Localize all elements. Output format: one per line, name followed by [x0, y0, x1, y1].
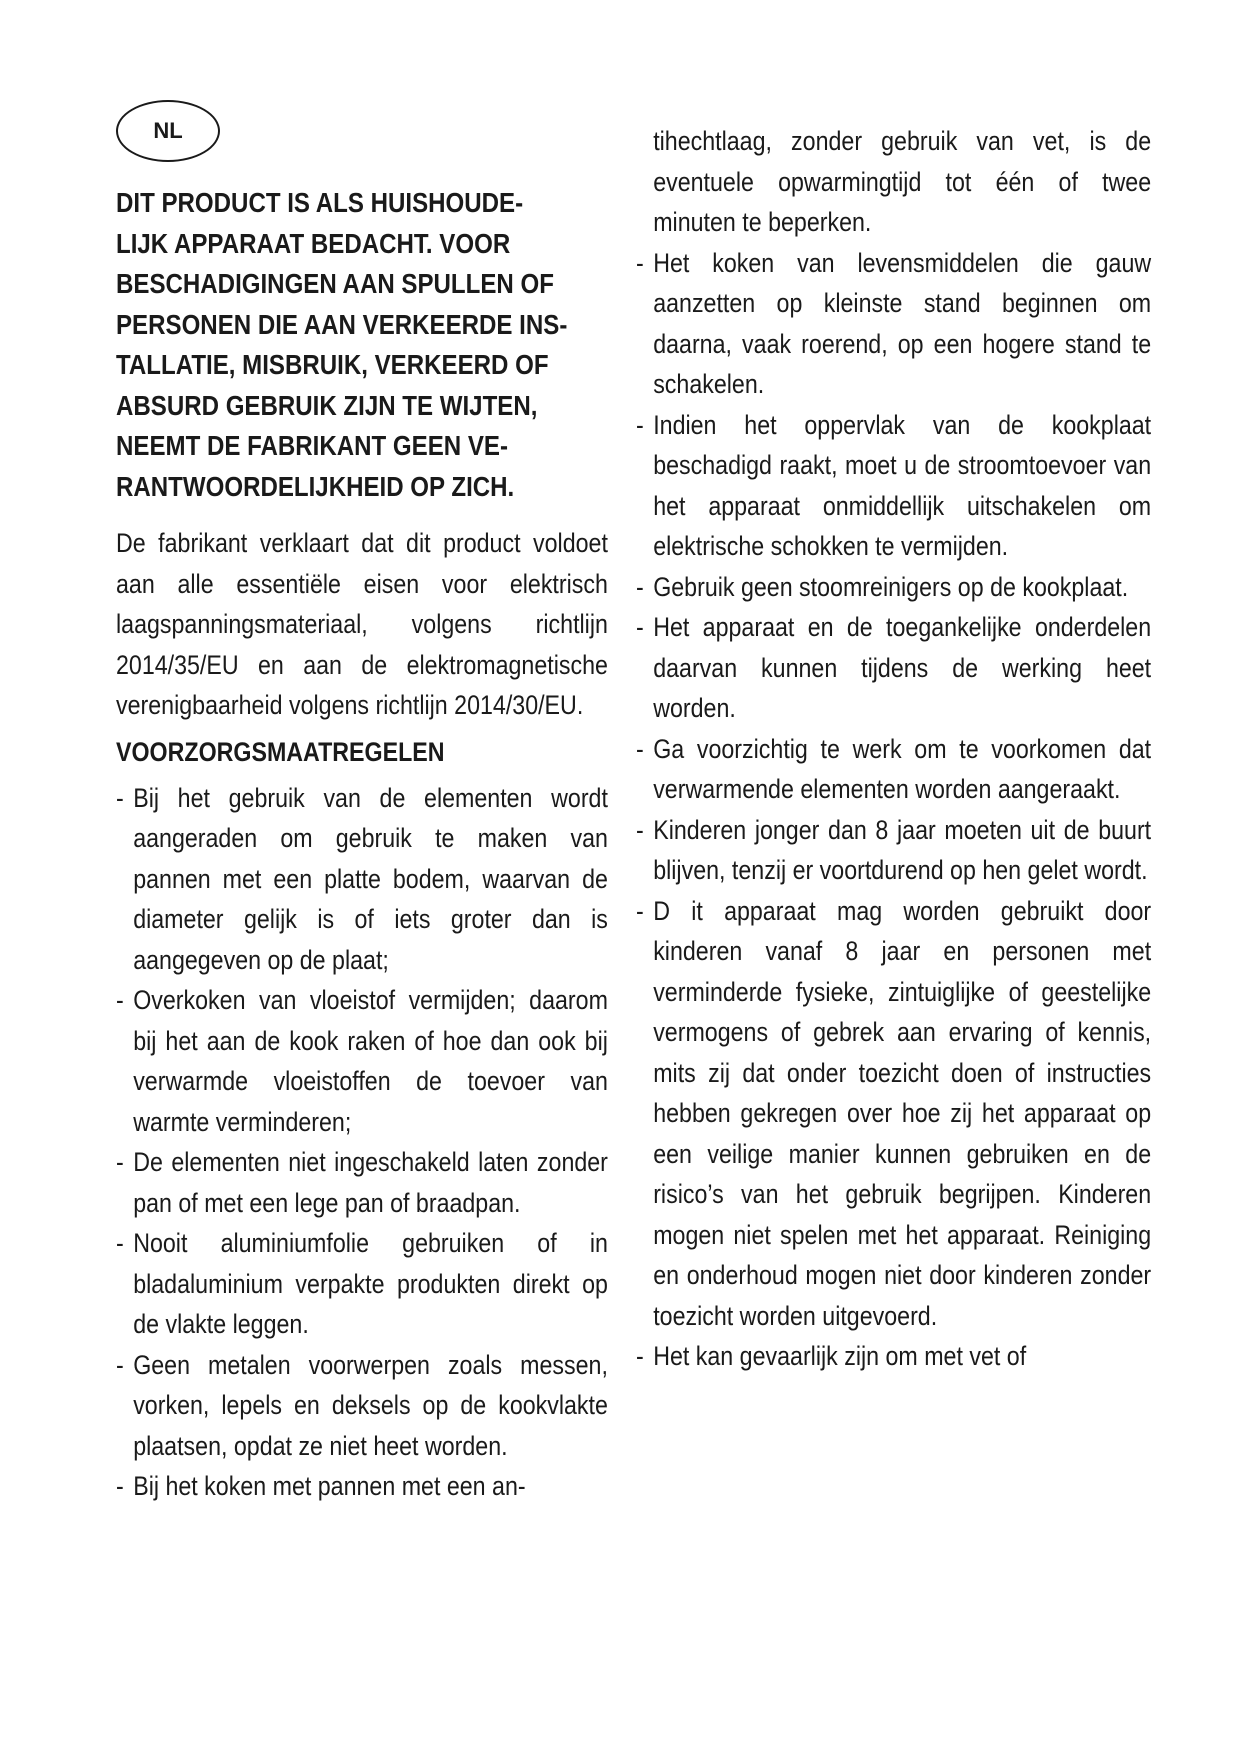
list-dash: -: [636, 247, 644, 278]
list-item-text: D it apparaat mag worden gebruikt door kinderen vanaf 8 jaar en personen met verminderde fysieke, zintuiglijke of geestelijke vermogens of gebrek aan ervaring of kennis, mits zij dat onder toezicht doen of instructies hebben gekregen over hoe zij het apparaat op een veilige manier kunnen gebruiken en de risico’s van het gebruik begrijpen. Kinderen mogen niet spelen met het apparaat. Reiniging en onderhoud mogen niet door kinderen zonder toezicht worden uitgevoerd.: [653, 895, 1152, 1331]
list-item-text: Nooit aluminiumfolie gebruiken of in bladaluminium verpakte produkten direkt op de vlakte leggen.: [133, 1228, 608, 1339]
list-dash: -: [116, 1349, 124, 1380]
list-item: [116, 1466, 608, 1507]
list-dash: -: [636, 733, 644, 764]
list-item-text: Het apparaat en de toegankelijke onderdelen daarvan kunnen tijdens de werking heet worden.: [653, 612, 1152, 723]
list-dash: -: [116, 1228, 124, 1258]
liability-warning: [116, 183, 608, 507]
list-dash: -: [636, 612, 644, 642]
list-item-text: Het koken van levensmiddelen die gauw aanzetten op kleinste stand beginnen om daarna, vaak roerend, op een hogere stand te schakelen.: [653, 247, 1152, 399]
warning-line: PERSONEN DIE AAN VERKEERDE INS-: [116, 308, 568, 340]
list-item-continuation: tihechtlaag, zonder gebruik van vet, is de eventuele opwarmingtijd tot één of twee minuten te beperken.: [653, 126, 1152, 237]
list-item: [116, 1345, 608, 1467]
list-item-text: Kinderen jonger dan 8 jaar moeten uit de buurt blijven, tenzij er voortdurend op hen gelet wordt.: [653, 814, 1152, 885]
section-heading: VOORZORGSMAATREGELEN: [116, 736, 445, 767]
list-dash: -: [116, 1147, 124, 1177]
list-item: [636, 405, 1151, 567]
precautions-list-left: [116, 778, 608, 1507]
warning-line: NEEMT DE FABRIKANT GEEN VE-: [116, 430, 508, 461]
list-item: [636, 1336, 1151, 1377]
warning-line: RANTWOORDELIJKHEID OP ZICH.: [116, 470, 515, 502]
list-item: [636, 567, 1151, 608]
list-dash: -: [636, 814, 644, 845]
list-item-text: Bij het gebruik van de elementen wordt aangeraden om gebruik te maken van pannen met een platte bodem, waarvan de diameter gelijk is of iets groter dan is aangegeven op de plaat;: [133, 782, 608, 975]
right-column: [636, 121, 1151, 1377]
list-item-text: De elementen niet ingeschakeld laten zonder pan of met een lege pan of braadpan.: [133, 1147, 608, 1218]
list-dash: -: [636, 571, 644, 602]
list-item: [636, 243, 1151, 405]
conformity-declaration: De fabrikant verklaart dat dit product voldoet aan alle essentiële eisen voor elektrisch laagspanningsmateriaal, volgens richtlijn 2014/35/EU en aan de elektromagnetische verenigbaarheid volgens richtlijn 2014/30/EU.: [116, 528, 608, 720]
list-dash: -: [116, 985, 124, 1015]
list-item: [116, 1142, 608, 1223]
list-dash: -: [636, 409, 644, 440]
warning-line: DIT PRODUCT IS ALS HUISHOUDE-: [116, 187, 524, 218]
list-item-text: Het kan gevaarlijk zijn om met vet of: [653, 1341, 1027, 1371]
language-badge: NL: [116, 100, 220, 162]
warning-line: BESCHADIGINGEN AAN SPULLEN OF: [116, 268, 554, 299]
warning-line: TALLATIE, MISBRUIK, VERKEERD OF: [116, 349, 549, 380]
list-item-text: Indien het oppervlak van de kookplaat beschadigd raakt, moet u de stroomtoevoer van het apparaat onmiddellijk uitschakelen om elektrische schokken te vermijden.: [653, 409, 1152, 561]
list-item-text: Geen metalen voorwerpen zoals messen, vorken, lepels en deksels op de kookvlakte plaatsen, opdat ze niet heet worden.: [133, 1349, 608, 1461]
list-item-text: Bij het koken met pannen met een an-: [133, 1471, 526, 1501]
list-item: [116, 980, 608, 1142]
list-item: [636, 729, 1151, 810]
warning-line: ABSURD GEBRUIK ZIJN TE WIJTEN,: [116, 389, 538, 421]
list-item: [636, 607, 1151, 729]
list-item-text: Overkoken van vloeistof vermijden; daarom bij het aan de kook raken of hoe dan ook bij verwarmde vloeistoffen de toevoer van warmte verminderen;: [133, 985, 608, 1137]
warning-line: LIJK APPARAAT BEDACHT. VOOR: [116, 227, 511, 259]
list-item-text: Ga voorzichtig te werk om te voorkomen dat verwarmende elementen worden aangeraakt.: [653, 733, 1152, 804]
list-item: [636, 891, 1151, 1337]
left-column: [116, 183, 608, 1507]
list-item-text: Gebruik geen stoomreinigers op de kookplaat.: [653, 571, 1129, 602]
list-dash: -: [116, 782, 124, 813]
list-dash: -: [636, 1341, 644, 1371]
precautions-list-right: [636, 243, 1151, 1377]
list-item: [636, 810, 1151, 891]
list-item: [116, 778, 608, 981]
list-item: [116, 1223, 608, 1345]
list-dash: -: [636, 895, 644, 926]
list-dash: -: [116, 1471, 124, 1501]
precautions-list-right-wrap: [636, 121, 1151, 1377]
